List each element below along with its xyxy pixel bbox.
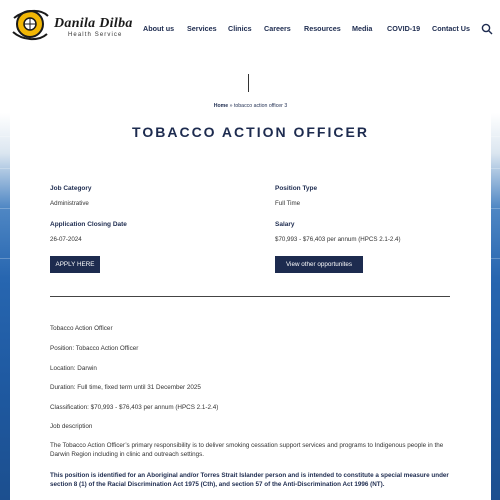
logo-subtitle: Health Service <box>68 32 123 38</box>
nav-covid-19[interactable]: COVID-19 <box>387 24 421 33</box>
body-paragraph: The Tobacco Action Officer’s primary responsibility is to deliver smoking cessation support services and programs to Indigenous people in the Darwin Region including in clinic and outreach settings. <box>50 442 444 458</box>
view-other-opportunities-button[interactable]: View other opportunites <box>275 256 363 273</box>
nav-services[interactable]: Services <box>187 24 217 33</box>
breadcrumb-home-link[interactable]: Home <box>213 103 229 109</box>
body-paragraph: Job description <box>50 423 93 430</box>
breadcrumb-current: tobacco action officer 3 <box>233 103 288 109</box>
apply-here-button[interactable]: APPLY HERE <box>50 256 100 273</box>
body-paragraph: Position: Tobacco Action Officer <box>50 345 139 352</box>
nav-contact-us[interactable]: Contact Us <box>432 24 470 33</box>
vertical-divider <box>248 74 249 92</box>
search-icon[interactable] <box>481 22 493 36</box>
job-category-value: Administrative <box>50 200 89 207</box>
position-type-value: Full Time <box>275 200 301 207</box>
breadcrumb-separator: » <box>229 103 233 109</box>
job-category-label: Job Category <box>50 185 92 192</box>
salary-label: Salary <box>275 221 295 228</box>
nav-clinics[interactable]: Clinics <box>228 24 252 33</box>
nav-resources[interactable]: Resources <box>304 24 341 33</box>
nav-careers[interactable]: Careers <box>264 24 291 33</box>
page-title: TOBACCO ACTION OFFICER <box>132 124 369 140</box>
section-divider <box>50 296 450 297</box>
job-card <box>10 74 491 500</box>
body-paragraph: Duration: Full time, fixed term until 31 December 2025 <box>50 384 201 391</box>
salary-value: $70,993 - $76,403 per annum (HPCS 2.1-2.4) <box>275 236 401 243</box>
nav-media[interactable]: Media <box>352 24 373 33</box>
logo-emblem-icon <box>10 6 50 44</box>
body-paragraph: Classification: $70,993 - $76,403 per annum (HPCS 2.1-2.4) <box>50 404 219 411</box>
body-paragraph: Tobacco Action Officer <box>50 325 113 332</box>
site-header <box>0 0 500 58</box>
nav-about-us[interactable]: About us <box>143 24 175 33</box>
closing-date-value: 26-07-2024 <box>50 236 82 243</box>
closing-date-label: Application Closing Date <box>50 221 127 228</box>
body-paragraph-bold: This position is identified for an Aboriginal and/or Torres Strait Islander person and is intended to constitute a special measure under section 8 (1) of the Racial Discrimination Act 1975 (Cth), and section 57 of the Anti-Discrimination Act 1996 (NT). <box>50 472 449 488</box>
position-type-label: Position Type <box>275 185 318 192</box>
body-paragraph: Location: Darwin <box>50 365 97 372</box>
breadcrumb <box>10 103 491 109</box>
logo-title: Danila Dilba <box>54 16 133 31</box>
site-logo[interactable] <box>10 6 150 44</box>
